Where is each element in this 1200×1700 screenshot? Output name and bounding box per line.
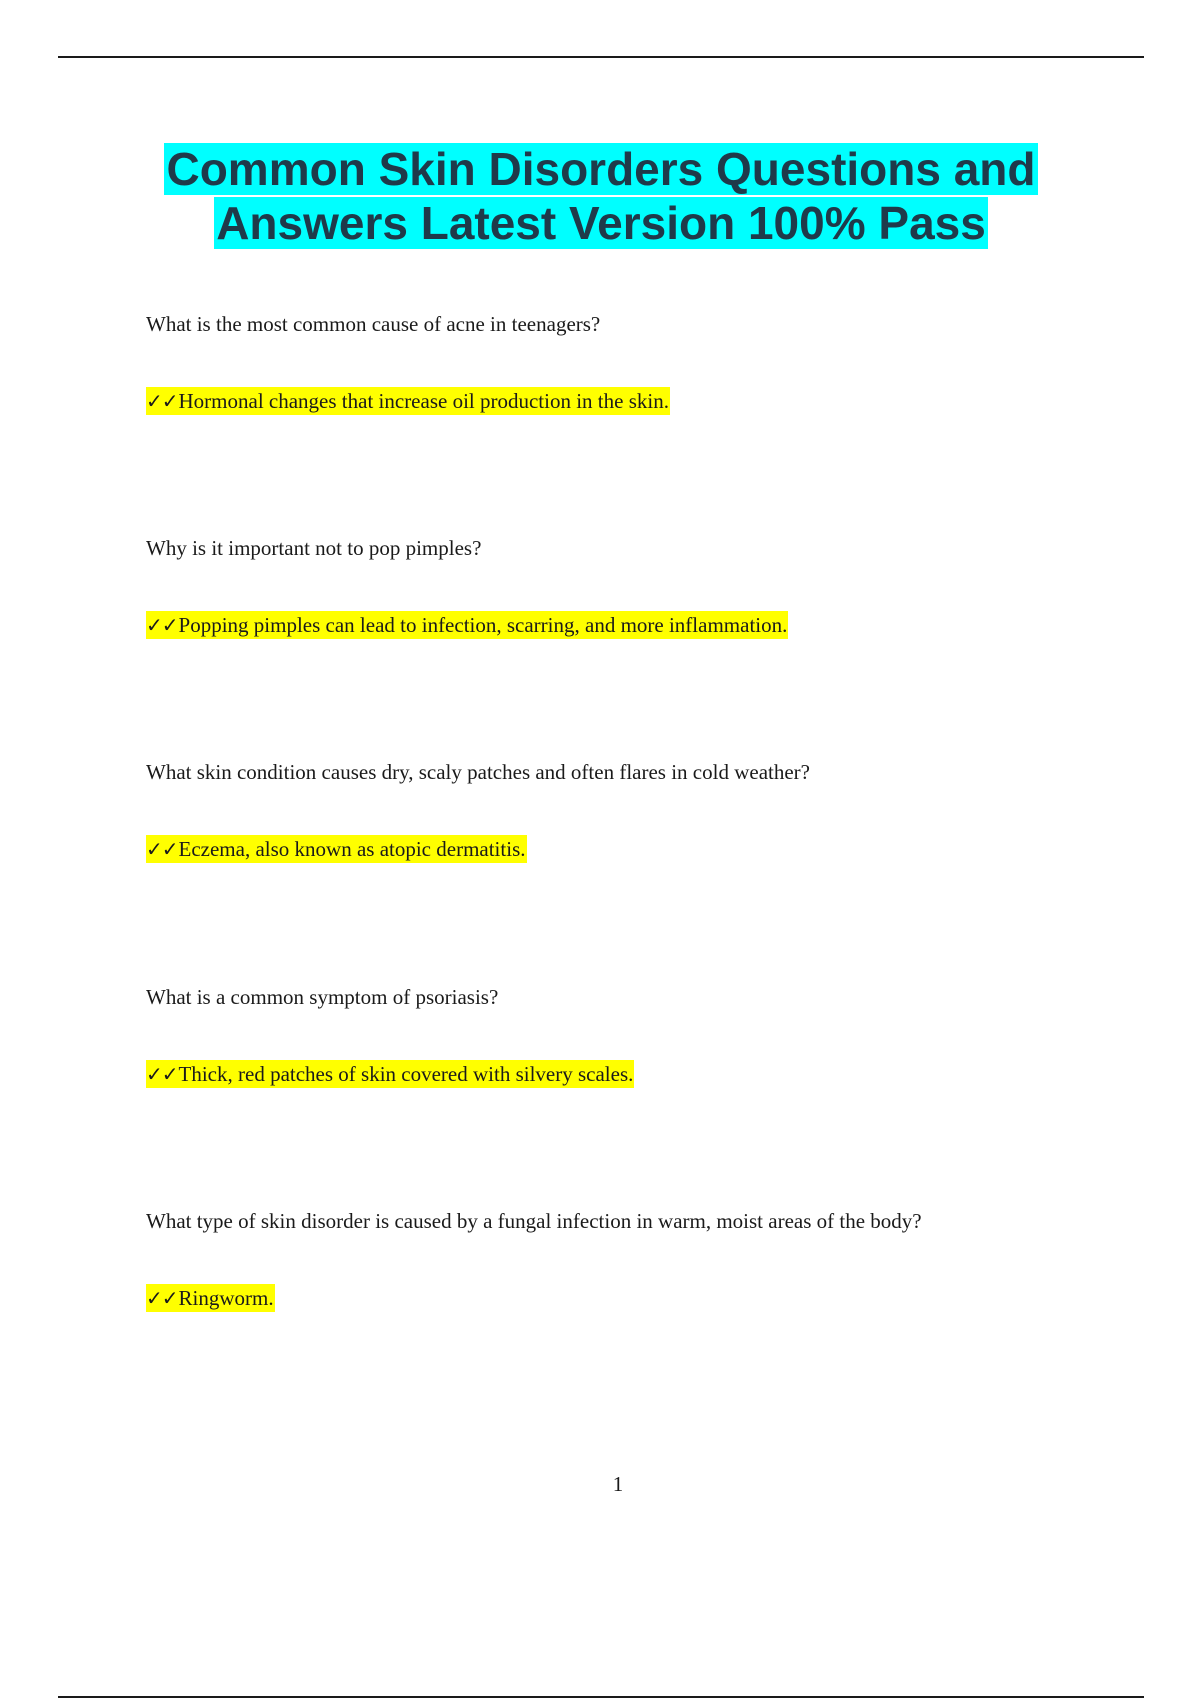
answer-text (146, 835, 527, 863)
header-rule (58, 56, 1144, 58)
question-text: What is a common symptom of psoriasis? (146, 985, 499, 1009)
answer-label: Ringworm. (178, 1286, 274, 1310)
answer-text (146, 1060, 634, 1088)
footer-rule (58, 1696, 1144, 1698)
question-text: What type of skin disorder is caused by a fungal infection in warm, moist areas of the body? (146, 1209, 922, 1233)
answer-label: Hormonal changes that increase oil production in the skin. (178, 389, 669, 413)
answer-label: Eczema, also known as atopic dermatitis. (178, 837, 526, 861)
answer-text (146, 387, 670, 415)
double-check-icon: ✓✓ (146, 1286, 178, 1310)
title-line-1: Common Skin Disorders Questions and (166, 143, 1036, 195)
double-check-icon: ✓✓ (146, 837, 178, 861)
qa-item-3 (146, 759, 1106, 861)
page-number: 1 (612, 1472, 624, 1496)
document-title (58, 142, 1144, 250)
answer-text (146, 1284, 275, 1312)
title-line-2: Answers Latest Version 100% Pass (216, 197, 986, 249)
qa-item-5 (146, 1208, 1106, 1310)
double-check-icon: ✓✓ (146, 613, 178, 637)
double-check-icon: ✓✓ (146, 389, 178, 413)
question-text: What skin condition causes dry, scaly patches and often flares in cold weather? (146, 760, 810, 784)
question-text: Why is it important not to pop pimples? (146, 536, 482, 560)
qa-item-4 (146, 984, 1106, 1086)
question-text: What is the most common cause of acne in teenagers? (146, 312, 601, 336)
answer-label: Popping pimples can lead to infection, scarring, and more inflammation. (178, 613, 788, 637)
qa-item-2 (146, 535, 1106, 637)
double-check-icon: ✓✓ (146, 1062, 178, 1086)
qa-item-1 (146, 311, 1106, 413)
answer-text (146, 611, 788, 639)
answer-label: Thick, red patches of skin covered with silvery scales. (178, 1062, 634, 1086)
